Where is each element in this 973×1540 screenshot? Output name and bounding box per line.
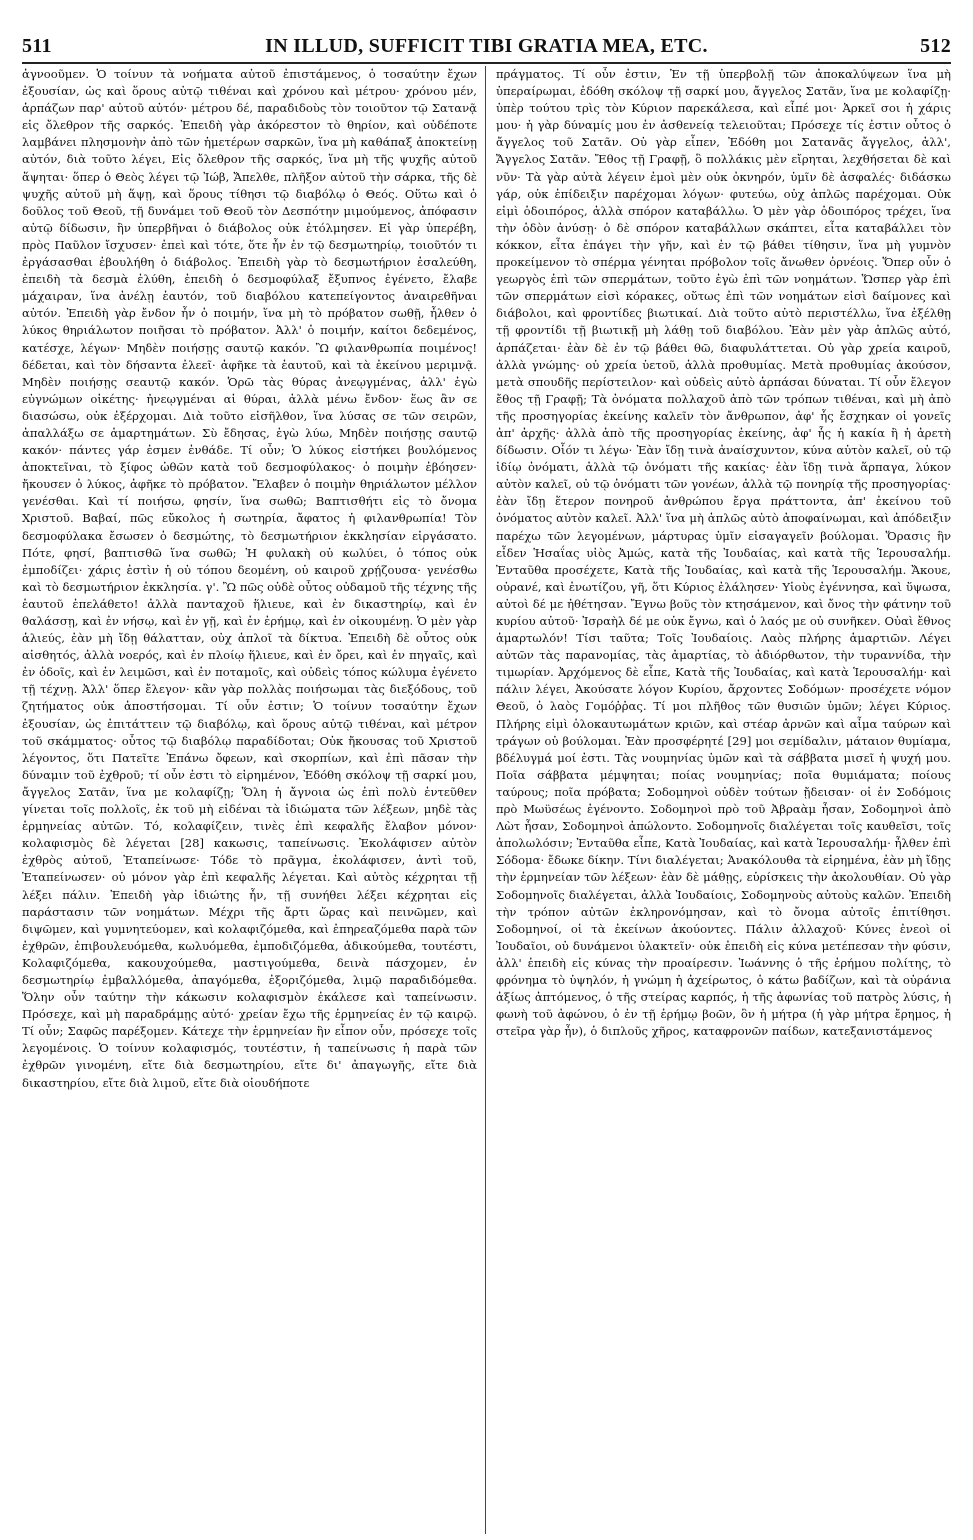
left-page-number: 511	[22, 34, 52, 57]
right-page-number: 512	[920, 34, 951, 57]
column-divider	[485, 66, 486, 1534]
right-column	[496, 66, 951, 1534]
left-column-text: ἀγνοοῦμεν. Ὁ τοίνυν τὰ νοήματα αὐτοῦ ἐπιστάμενος, ὁ τοσαύτην ἔχων ἐξουσίαν, ὡς καὶ ὅρους αὐτῷ τιθέναι καὶ χρόνου καὶ μέτρου· χρόνου μέν, ἁρπάζων παρ' αὐτοῦ αὐτόν· μέτρου δέ, παραδιδοὺς τὸν τοιοῦτον τῷ Σατανᾷ εἰς ὄλεθρον τῆς σαρκός. Ἐπειδὴ γὰρ ἀκόρεστον τὸ θηρίον, καὶ οὐδέποτε λαμβάνει πλησμονὴν ἀπὸ τῶν ἡμετέρων σαρκῶν, ἵνα μὴ καθάπαξ ἀποκτείνῃ αὐτόν, διὰ τοῦτο λέγει, Εἰς ὄλεθρον τῆς σαρκός, ἵνα μὴ τῆς ψυχῆς αὐτοῦ ἅψηται· ὅπερ ὁ Θεὸς λέγει τῷ Ἰώβ, Ἄπελθε, πλῆξον αὐτοῦ τὴν σάρκα, τῆς δὲ ψυχῆς αὐτοῦ μὴ ἅψῃ, καὶ ὅρους τίθησι τῷ διαβόλῳ ὁ Θεός. Οὕτω καὶ ὁ δοῦλος τοῦ Θεοῦ, τῇ δυνάμει τοῦ Θεοῦ τὸν Δεσπότην μιμούμενος, ἀπόφασιν αὐτῷ δίδωσιν, ἣν ὑπερβῆναι ὁ διάβολος οὐκ ἐτόλμησεν. Εἰ γὰρ ὑπερέβη, πρὸς Παῦλον ἴσχυσεν· ἐπεὶ καὶ τότε, ὅτε ἦν ἐν τῷ δεσμωτηρίῳ, τοιοῦτόν τι ἐργάσασθαι ἐβουλήθη ὁ διάβολος. Ἐπειδὴ γὰρ τὸ δεσμωτήριον ἐσαλεύθη, ἐπειδὴ τὰ δεσμὰ ἐλύθη, ἐπειδὴ ὁ δεσμοφύλαξ ἔξυπνος ἐγένετο, ἔλαβε μάχαιραν, ἵνα ἀνέλῃ ἑαυτόν, τοῦ διαβόλου κατεπείγοντος ἀναιρεθῆναι αὐτόν. Ἐπειδὴ γὰρ ἔνδον ἦν ὁ ποιμήν, ἵνα μὴ τὸ πρόβατον σωθῇ, ἦλθεν ὁ λύκος θηριάλωτον ποιῆσαι τὸ πρόβατον. Ἀλλ' ὁ ποιμήν, καίτοι δεδεμένος, κατέσχε, λέγων· Μηδὲν ποιήσῃς σαυτῷ κακόν. Ὢ φιλανθρωπία ποιμένος! δέδεται, καὶ τὸν δήσαντα ἐλεεῖ· ἀφῆκε τὰ ἑαυτοῦ, καὶ τὰ ἐκείνου μεριμνᾷ. Μηδὲν ποιήσῃς σεαυτῷ κακόν. Ὁρῶ τὰς θύρας ἀνεῳγμένας, ἀλλ' ἐγὼ εὐγνώμων οἰκέτης· ἠνεῳγμέναι αἱ θύραι, ἀλλὰ μένω ἔνδον· ἕως ἂν σε διασώσω, οὐκ ἐξέρχομαι. Διὰ τοῦτο εἰσῆλθον, ἵνα λύσας σε τῶν σειρῶν, ἀπαλλάξω σε ἁμαρτημάτων. Σὺ ἔδησας, ἐγὼ λύω, Μηδὲν ποιήσῃς σαυτῷ κακόν· πάντες γάρ ἐσμεν ἐνθάδε. Τί οὖν; Ὁ λύκος εἱστήκει βουλόμενος ἀποκτεῖναι, τὸ ξίφος ὠθῶν κατὰ τοῦ δεσμοφύλακος· ὁ ποιμὴν ἐβόησεν· ἤκουσεν ὁ λύκος, ἀφῆκε τὸ πρόβατον. Ἔλαβεν ὁ ποιμὴν θηριάλωτον μέλλον γενέσθαι. Καὶ τί ποιήσω, φησίν, ἵνα σωθῶ; Βαπτισθήτι εἰς τὸ ὄνομα Χριστοῦ. Βαβαί, πῶς εὔκολος ἡ σωτηρία, ἄφατος ἡ φιλανθρωπία! Τὸν δεσμοφύλακα ἔσωσεν ὁ δεσμώτης, τὸ δεσμωτήριον ἐκκλησίαν εἰργάσατο. Πότε, φησί, βαπτισθῶ ἵνα σωθῶ; Ἡ φυλακὴ οὐ κωλύει, ὁ τόπος οὐκ ἐμποδίζει· χάρις ἐστὶν ἡ οὐ τόπου δεομένη, οὐ καιροῦ χρῄζουσα· γενέσθω καὶ τὸ δεσμωτήριον ἐκκλησία. γ'. Ὢ πῶς οὐδὲ οὗτος οὐδαμοῦ τῆς τέχνης τῆς ἑαυτοῦ ἐπελάθετο! ἀλλὰ πανταχοῦ ἥλιευε, καὶ ἐν δικαστηρίῳ, καὶ ἐν θαλάσσῃ, καὶ ἐν νήσῳ, καὶ ἐν γῇ, καὶ ἐν ἐρήμῳ, καὶ ἐν οἰκουμένῃ. Ὁ μὲν γὰρ ἁλιεύς, ἐὰν μὴ ἴδῃ θάλατταν, οὐχ ἁπλοῖ τὰ δίκτυα. Ἐπειδὴ δὲ οὗτος οὐκ αἰσθητός, ἀλλὰ νοερός, καὶ ἐν πλοίῳ ἥλιευε, καὶ ἐν ὄρει, καὶ ἐν πηγαῖς, καὶ ἐν ὁδοῖς, καὶ ἐν λειμῶσι, καὶ ἐν ποταμοῖς, καὶ οὐδεὶς τόπος κώλυμα ἐγένετο τῇ τέχνῃ. Ἀλλ' ὅπερ ἔλεγον· κἂν γὰρ πολλὰς ποιήσωμαι τὰς διεξόδους, τοῦ ζητήματος οὐκ ἀποστήσομαι. Τί οὖν ἐστιν; Ὁ τοίνυν τοσαύτην ἔχων ἐξουσίαν, ὡς ἐπιτάττειν τῷ διαβόλῳ, καὶ ὅρους αὐτῷ τιθέναι, καὶ μέτρον τοῦ σκάμματος· οὗτος τῷ διαβόλῳ παραδίδοται; Οὐκ ἤκουσας τοῦ Χριστοῦ λέγοντος, ὅτι Πατεῖτε Ἐπάνω ὄφεων, καὶ σκορπίων, καὶ ἐπὶ πᾶσαν τὴν δύναμιν τοῦ ἐχθροῦ; τί οὖν ἐστι τὸ εἰρημένον, Ἐδόθη σκόλοψ τῇ σαρκί μου, ἄγγελος Σατᾶν, ἵνα με κολαφίζῃ; Ὅλη ἡ ἄγνοια ὡς ἐπὶ πολὺ ἐντεῦθεν γίνεται τοῖς πολλοῖς, ἐκ τοῦ μὴ εἰδέναι τὰ ἰδιώματα τῶν λέξεων, μηδὲ τὰς ἑρμηνείας αὐτῶν. Τό, κολαφίζειν, τινὲς ἐπὶ κεφαλῆς ἔλαβον μόνον· κολαφισμὸς δὲ λέγεται [28] κακωσις, ταπείνωσις. Ἐκολάφισεν αὐτὸν ἐχθρὸς αὐτοῦ, Ἐταπείνωσε· Τόδε τὸ πρᾶγμα, ἐκολάφισεν, ἀντὶ τοῦ, Ἐταπείνωσεν· οὐ μόνον γὰρ ἐπὶ κεφαλῆς λέγεται. Καὶ αὐτὸς κέχρηται τῇ λέξει πάλιν. Ἐπειδὴ γὰρ ἰδιώτης ἦν, τῇ συνήθει λέξει κέχρηται εἰς παράστασιν τῶν νοημάτων. Μέχρι τῆς ἄρτι ὥρας καὶ πεινῶμεν, καὶ διψῶμεν, καὶ γυμνητεύομεν, καὶ κολαφιζόμεθα, καὶ ἐπηρεαζόμεθα παρὰ τῶν ἐχθρῶν, ἐπιβουλευόμεθα, κωλυόμεθα, ἐμποδιζόμεθα, ἀδικούμεθα, τουτέστι, Κολαφιζόμεθα, κακουχούμεθα, μαστιγούμεθα, δεινὰ πάσχομεν, ἐν δεσμωτηρίῳ ἐμβαλλόμεθα, ἀπαγόμεθα, ἐξοριζόμεθα, λιμῷ παραδιδόμεθα. Ὅλην οὖν ταύτην τὴν κάκωσιν κολαφισμὸν ἐκάλεσε καὶ ταπείνωσιν. Πρόσεχε, καὶ μὴ παραδράμῃς αὐτό· χρείαν ἔχω τῆς ἑρμηνείας ἐν τῷ καιρῷ. Τί οὖν; Σαφῶς παρέξομεν. Κάτεχε τὴν ἑρμηνείαν ἣν εἶπον οὖν, πρόσεχε τοῖς λεγομένοις. Ὁ τοίνυν κολαφισμός, τουτέστιν, ἡ ταπείνωσις ἡ παρὰ τῶν ἐχθρῶν γινομένη, εἴτε διὰ δεσμωτηρίου, εἴτε δι' ἀπαγωγῆς, εἴτε διὰ δικαστηρίου, εἴτε διὰ λιμοῦ, εἴτε διὰ οἱουδήποτε	[22, 67, 477, 1090]
left-column	[22, 66, 477, 1534]
header-rule	[22, 62, 951, 64]
right-column-text: πράγματος. Τί οὖν ἐστιν, Ἐν τῇ ὑπερβολῇ τῶν ἀποκαλύψεων ἵνα μὴ ὑπεραίρωμαι, ἐδόθη σκόλοψ τῇ σαρκί μου, ἄγγελος Σατᾶν, ἵνα με κολαφίζῃ· ὑπὲρ τούτου τρὶς τὸν Κύριον παρεκάλεσα, καὶ εἶπέ μοι· Ἀρκεῖ σοι ἡ χάρις μου· ἡ γὰρ δύναμίς μου ἐν ἀσθενείᾳ τελειοῦται; Πρόσεχε τίς ἐστιν οὗτος ὁ ἄγγελος τοῦ Σατᾶν. Οὐ γὰρ εἶπεν, Ἐδόθη μοι Σατανᾶς ἄγγελος, ἀλλ', Ἄγγελος Σατᾶν. Ἔθος τῇ Γραφῇ, ὃ πολλάκις μὲν εἴρηται, λεχθήσεται δὲ καὶ νῦν· Τὰ γὰρ αὐτὰ λέγειν ἐμοὶ μὲν οὐκ ὀκνηρόν, ὑμῖν δὲ ἀσφαλές· διδάσκω γάρ, οὐκ ἐπίδειξιν παρέχομαι λόγων· φυτεύω, οὐχ ἁπλῶς παρέχομαι. Οὐκ εἰμὶ ὁδοιπόρος, ἀλλὰ σπόρον καταβάλλω. Ὁ μὲν γὰρ ὁδοιπόρος τρέχει, ἵνα τὴν ὁδὸν ἀνύσῃ· ὁ δὲ σπόρον καταβάλλων σκάπτει, εἶτα καταβάλλει τὸν κόκκον, εἶτα ἐπάγει τὴν γῆν, καὶ ἐν τῷ βάθει τίθησιν, ἵνα μὴ γυμνὸν προκείμενον τὸ σπέρμα γένηται πρόβολον τοῖς ἄνωθεν ὀρνέοις. Ὅπερ οὖν ὁ γεωργὸς ἐπὶ τῶν σπερμάτων, τοῦτο ἐγὼ ἐπὶ τῶν νοημάτων. Ὥσπερ γὰρ ἐπὶ τῶν σπερμάτων εἰσὶ κόρακες, οὕτως ἐπὶ τῶν νοημάτων εἰσὶ δαίμονες καὶ διάβολοι, καὶ φροντίδες βιωτικαί. Διὰ τοῦτο αὐτὸ περιστέλλω, ἵνα ἐξέλθῃ τῇ φροντίδι τῇ βιωτικῇ μὴ λάθῃ τοῦ διαβόλου. Ἐὰν μὲν γὰρ ἁπλῶς αὐτό, ἁρπάζεται· ἐὰν δὲ ἐν τῷ βάθει θῶ, διαφυλάττεται. Οὐ γὰρ χρεία καιροῦ, ἀλλὰ γνώμης· οὐ χρεία ὑετοῦ, ἀλλὰ προθυμίας. Μετὰ προθυμίας ἀκούσον, μετὰ σπουδῆς περίστειλον· καὶ οὐδεὶς αὐτὸ ἁρπάσαι δύναται. Τί οὖν ἔλεγον ἔθος τῇ Γραφῇ; Τὰ ὀνόματα πολλαχοῦ ἀπὸ τῶν τρόπων τιθέναι, καὶ μὴ ἀπὸ τῆς προσηγορίας ἐκείνης καλεῖν τὸν ἄνθρωπον, ἀφ' ἧς ἔσχηκαν οἱ γονεῖς ἀπ' ἀρχῆς· ἀλλὰ ἀπὸ τῆς προσηγορίας ἐκείνης, ἀφ' ἧς ἡ κακία ἢ ἡ ἀρετὴ δίδωσιν. Οἷόν τι λέγω· Ἐὰν ἴδῃ τινὰ ἀναίσχυντον, κύνα αὐτὸν καλεῖ, οὐ τῷ ἰδίῳ ὀνόματι, ἀλλὰ τῷ ὀνόματι τῆς κακίας· ἐὰν ἴδῃ τινὰ ἅρπαγα, λύκον αὐτὸν καλεῖ, οὐ τῷ ὀνόματι τῶν γονέων, ἀλλὰ τῷ πονηρίᾳ τῆς προσηγορίας· ἐὰν ἴδῃ ἕτερον πονηροῦ ἀνθρώπου ἔργα πράττοντα, ἀπ' ἐκείνου τοῦ ὀνόματος αὐτὸν καλεῖ. Ἀλλ' ἵνα μὴ ἁπλῶς αὐτὸ ἀποφαίνωμαι, καὶ ἀπόδειξιν παρέχω τῶν λεγομένων, μάρτυρας ὑμῖν εἰσαγαγεῖν βούλομαι. Ὅρασις ἣν εἶδεν Ἡσαΐας υἱὸς Ἀμώς, κατὰ τῆς Ἰουδαίας, καὶ κατὰ τῆς Ἱερουσαλήμ. Ἐνταῦθα προσέχετε, Κατὰ τῆς Ἰουδαίας, καὶ κατὰ τῆς Ἱερουσαλήμ. Ἄκουε, οὐρανέ, καὶ ἐνωτίζου, γῆ, ὅτι Κύριος ἐλάλησεν· Υἱοὺς ἐγέννησα, καὶ ὕψωσα, αὐτοὶ δέ με ἠθέτησαν. Ἔγνω βοῦς τὸν κτησάμενον, καὶ ὄνος τὴν φάτνην τοῦ κυρίου αὐτοῦ· Ἰσραὴλ δέ με οὐκ ἔγνω, καὶ ὁ λαός με οὐ συνῆκεν. Οὐαὶ ἔθνος ἁμαρτωλόν! Τίσι ταῦτα; Τοῖς Ἰουδαίοις. Λαὸς πλήρης ἁμαρτιῶν. Λέγει αὐτῶν τὰς παρανομίας, τὰς ἁμαρτίας, τὸ ἀδιόρθωτον, τὴν τυραννίδα, τὴν τιμωρίαν. Ἀρχόμενος δὲ εἶπε, Κατὰ τῆς Ἰουδαίας, καὶ κατὰ Ἱερουσαλήμ· καὶ πάλιν λέγει, Ἀκούσατε λόγον Κυρίου, ἄρχοντες Σοδόμων· προσέχετε νόμον Θεοῦ, ὁ λαὸς Γομόῤῥας. Τί μοι πλῆθος τῶν θυσιῶν ὑμῶν; λέγει Κύριος. Πλήρης εἰμὶ ὁλοκαυτωμάτων κριῶν, καὶ στέαρ ἀρνῶν καὶ αἷμα ταύρων καὶ τράγων οὐ βούλομαι. Ἐὰν προσφέρητέ [29] μοι σεμίδαλιν, μάταιον θυμίαμα, βδέλυγμά μοί ἐστι. Τὰς νουμηνίας ὑμῶν καὶ τὰ σάββατα μισεῖ ἡ ψυχή μου. Ποῖα σάββατα μέμψηται; ποίας νουμηνίας; ποῖα θυμιάματα; ποίους ταύρους; ποῖα πρόβατα; Σοδομηνοὶ οὐδὲν τούτων ᾔδεισαν· οἱ ἐν Σοδόμοις πρὸ Μωϋσέως ἐγένοντο. Σοδομηνοὶ πρὸ τοῦ Ἀβραὰμ ἦσαν, Σοδομηνοὶ ἀπὸ Λὼτ ἦσαν, Σοδομηνοὶ ἀπώλοντο. Σοδομηνοῖς διαλέγεται τοῖς καυθεῖσι, τοῖς ἀπολωλόσιν; Ἐνταῦθα εἶπε, Κατὰ Ἰουδαίας, καὶ κατὰ Ἱερουσαλήμ· ἦλθεν ἐπὶ Σόδομα· ἔδωκε δίκην. Τίνι διαλέγεται; Ἀνακόλουθα τὰ εἰρημένα, ἐὰν μὴ ἴδῃς τὴν ἑρμηνείαν τῶν λέξεων· ἐὰν δὲ μάθῃς, εὑρίσκεις τὴν ἀκολουθίαν. Οὐ γὰρ Σοδομηνοῖς διαλέγεται, ἀλλὰ Ἰουδαίοις, Σοδομηνοὺς αὐτοὺς καλῶν. Ἐπειδὴ τὴν τρόπον αὐτῶν ἐκληρονόμησαν, καὶ τὸ ὄνομα αὐτοῖς ἐπιτίθησι. Σοδομηνοί, οἱ τὰ ἐκείνων ἀκούοντες. Πάλιν ἀλλαχοῦ· Κύνες ἐνεοὶ οἱ Ἰουδαῖοι, οὐ δυνάμενοι ὑλακτεῖν· οὐκ ἐπειδὴ εἰς κύνα μετέπεσαν τὴν φύσιν, ἀλλ' ἐπειδὴ εἰς κύνας τὴν προαίρεσιν. Ἰωάννης ὁ τῆς ἐρήμου πολίτης, τὸ φρόνημα τὸ ὑψηλόν, ἡ γνώμη ἡ ἀχείρωτος, ὁ κάτω βαδίζων, καὶ τὰ οὐράνια ἀξίως ἀπτόμενος, ὁ τῆς στείρας καρπός, ἡ τῆς ἀφωνίας τοῦ πατρὸς λύσις, ἡ φωνὴ τοῦ ἀφώνου, ὁ ἐν τῇ ἐρήμῳ βοῶν, ὃν ἡ μήτρα (ἡ γὰρ μήτρα ἔρημος, ἡ στεῖρα γὰρ ἦν), ὁ διπλοῦς χῆρος, καταφρονῶν παίδων, κατεξανιστάμενος	[496, 67, 951, 1039]
running-title: IN ILLUD, SUFFICIT TIBI GRATIA MEA, ETC.	[265, 34, 708, 57]
running-header	[22, 34, 951, 58]
